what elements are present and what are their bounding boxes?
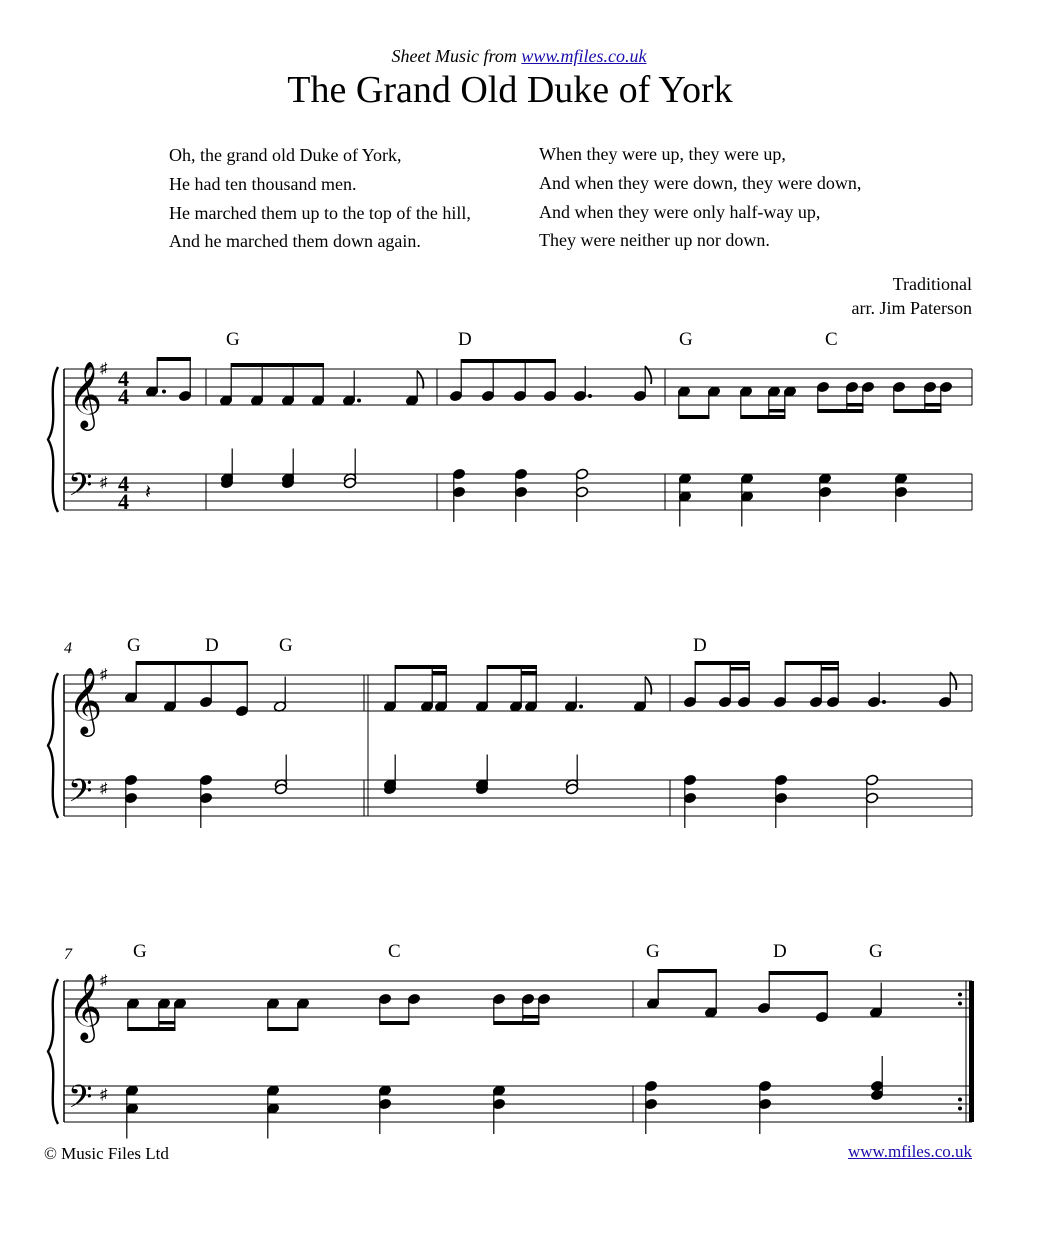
final-thick-line xyxy=(969,981,974,1122)
note-head xyxy=(199,696,212,708)
note-head xyxy=(492,1098,505,1110)
note-head xyxy=(274,779,287,791)
note-head xyxy=(633,390,646,402)
treble-clef-icon: 𝄞 xyxy=(68,973,103,1039)
beam xyxy=(741,415,786,419)
note-head xyxy=(740,491,753,503)
key-signature-sharp-icon: ♯ xyxy=(100,1087,108,1103)
note-head xyxy=(683,696,696,708)
note-head xyxy=(865,792,878,804)
brace xyxy=(48,673,58,818)
brace xyxy=(48,367,58,512)
note-head xyxy=(220,473,233,485)
note-head xyxy=(475,701,488,713)
note-head xyxy=(296,998,309,1010)
note-head xyxy=(758,1098,771,1110)
note-head xyxy=(646,998,659,1010)
note-head xyxy=(826,696,839,708)
chord-symbol: D xyxy=(693,635,707,656)
note-head xyxy=(707,386,720,398)
note-head xyxy=(565,783,578,795)
key-signature-sharp-icon: ♯ xyxy=(100,361,108,377)
note-head xyxy=(274,783,287,795)
beam xyxy=(136,661,248,665)
key-signature-sharp-icon: ♯ xyxy=(100,973,108,989)
note-head xyxy=(125,1103,138,1115)
note-head xyxy=(783,386,796,398)
key-signature-sharp-icon: ♯ xyxy=(100,475,108,491)
note-head xyxy=(173,998,186,1010)
note-head xyxy=(524,701,537,713)
footer-website-link[interactable]: www.mfiles.co.uk xyxy=(847,1142,972,1161)
lyric-line: They were neither up nor down. xyxy=(539,230,770,251)
note-head xyxy=(383,701,396,713)
note-head xyxy=(815,1011,828,1023)
bass-clef-icon: 𝄢 xyxy=(68,1080,93,1123)
repeat-dot xyxy=(958,993,962,997)
quarter-rest-icon: 𝄽 xyxy=(145,481,152,504)
lyric-line: And he marched them down again. xyxy=(169,231,421,252)
note-head xyxy=(235,705,248,717)
note-head xyxy=(157,998,170,1010)
repeat-dot xyxy=(958,1002,962,1006)
source-line xyxy=(0,46,1038,67)
chord-symbol: G xyxy=(679,329,693,350)
lyrics-verse-1 xyxy=(169,141,471,256)
composer: Traditional xyxy=(892,274,972,294)
bass-clef-icon: 𝄢 xyxy=(68,774,93,817)
beam xyxy=(894,409,942,413)
note-head xyxy=(266,998,279,1010)
note-head xyxy=(818,486,831,498)
note-head xyxy=(740,473,753,485)
lyrics-verse-2 xyxy=(539,140,861,255)
flag xyxy=(417,371,423,389)
time-signature-top: 4 xyxy=(118,366,129,391)
note-head xyxy=(543,390,556,402)
beam xyxy=(395,665,447,669)
note-head xyxy=(452,468,465,480)
beam xyxy=(461,359,556,363)
note-head xyxy=(281,477,294,489)
note-head xyxy=(250,395,263,407)
dot xyxy=(882,700,886,704)
chord-symbol: G xyxy=(133,941,147,962)
note-head xyxy=(281,395,294,407)
note-head xyxy=(718,696,731,708)
note-head xyxy=(633,701,646,713)
beam xyxy=(523,1015,540,1019)
chord-symbol: G xyxy=(279,635,293,656)
copyright: © Music Files Ltd xyxy=(44,1144,169,1163)
note-head xyxy=(677,386,690,398)
note-head xyxy=(683,774,696,786)
note-head xyxy=(383,783,396,795)
note-head xyxy=(573,390,586,402)
lyric-line: He marched them up to the top of the hill, xyxy=(169,202,471,223)
note-head xyxy=(939,381,952,393)
bass-clef-icon: 𝄢 xyxy=(68,468,93,511)
flag xyxy=(645,366,651,384)
note-head xyxy=(434,701,447,713)
dot xyxy=(588,394,592,398)
note-head xyxy=(870,1089,883,1101)
note-head xyxy=(492,1085,505,1097)
note-head xyxy=(683,792,696,804)
measure-number: 4 xyxy=(64,640,72,657)
note-head xyxy=(818,473,831,485)
lyric-line: When they were up, they were up, xyxy=(539,144,786,164)
note-head xyxy=(475,783,488,795)
note-head xyxy=(774,774,787,786)
note-head xyxy=(378,993,391,1005)
note-head xyxy=(124,692,137,704)
note-head xyxy=(892,381,905,393)
chord-symbol: D xyxy=(773,941,787,962)
note-head xyxy=(378,1085,391,1097)
chord-symbol: G xyxy=(226,329,240,350)
note-head xyxy=(923,381,936,393)
beam xyxy=(695,661,750,665)
note-head xyxy=(481,390,494,402)
note-head xyxy=(126,998,139,1010)
song-title: The Grand Old Duke of York xyxy=(287,69,733,111)
note-head xyxy=(163,701,176,713)
repeat-dot xyxy=(958,1098,962,1102)
note-head xyxy=(124,792,137,804)
note-head xyxy=(678,491,691,503)
note-head xyxy=(199,774,212,786)
dot xyxy=(579,705,583,709)
note-head xyxy=(521,993,534,1005)
note-head xyxy=(407,993,420,1005)
beam xyxy=(159,1021,176,1025)
note-head xyxy=(514,486,527,498)
key-signature-sharp-icon: ♯ xyxy=(100,667,108,683)
repeat-dot xyxy=(958,1107,962,1111)
note-head xyxy=(220,477,233,489)
note-head xyxy=(420,701,433,713)
beam xyxy=(128,1027,176,1031)
note-head xyxy=(816,381,829,393)
note-head xyxy=(514,468,527,480)
chord-symbol: G xyxy=(869,941,883,962)
note-head xyxy=(378,1098,391,1110)
note-head xyxy=(219,395,232,407)
flag xyxy=(645,677,651,695)
dot xyxy=(357,399,361,403)
note-head xyxy=(509,701,522,713)
arranger: arr. Jim Paterson xyxy=(851,298,972,318)
note-head xyxy=(475,779,488,791)
note-head xyxy=(452,486,465,498)
note-head xyxy=(383,779,396,791)
flag xyxy=(950,672,956,690)
note-head xyxy=(644,1098,657,1110)
note-head xyxy=(565,779,578,791)
note-head xyxy=(342,395,355,407)
chord-symbol: D xyxy=(458,329,472,350)
note-head xyxy=(343,473,356,485)
beam xyxy=(521,671,537,675)
beam xyxy=(847,403,864,407)
note-head xyxy=(861,381,874,393)
note-head xyxy=(281,473,294,485)
time-signature-bottom: 4 xyxy=(118,384,129,409)
beam xyxy=(925,403,942,407)
note-head xyxy=(266,1085,279,1097)
lyric-line: Oh, the grand old Duke of York, xyxy=(169,145,402,165)
source-link[interactable]: www.mfiles.co.uk xyxy=(521,46,647,66)
note-head xyxy=(343,477,356,489)
note-head xyxy=(145,386,158,398)
note-head xyxy=(938,696,951,708)
note-head xyxy=(266,1103,279,1115)
note-head xyxy=(124,774,137,786)
lyric-line: He had ten thousand men. xyxy=(169,173,357,194)
measure-number: 7 xyxy=(64,946,72,963)
note-head xyxy=(125,1085,138,1097)
note-head xyxy=(575,486,588,498)
dot xyxy=(162,390,166,394)
note-head xyxy=(870,1080,883,1092)
key-signature-sharp-icon: ♯ xyxy=(100,781,108,797)
beam xyxy=(785,661,839,665)
beam xyxy=(380,1021,410,1025)
note-head xyxy=(757,1002,770,1014)
time-signature-bottom: 4 xyxy=(118,489,129,514)
note-head xyxy=(773,696,786,708)
note-head xyxy=(199,792,212,804)
lyric-line: And when they were down, they were down, xyxy=(539,172,862,193)
note-head xyxy=(865,774,878,786)
beam xyxy=(679,415,710,419)
beam xyxy=(157,357,191,361)
note-head xyxy=(869,1007,882,1019)
treble-clef-icon: 𝄞 xyxy=(68,667,103,733)
beam xyxy=(818,409,864,413)
treble-clef-icon: 𝄞 xyxy=(68,361,103,427)
beam xyxy=(769,409,786,413)
lyric-line: And when they were only half-way up, xyxy=(539,201,821,222)
note-head xyxy=(845,381,858,393)
credits xyxy=(852,272,972,320)
note-head xyxy=(513,390,526,402)
note-head xyxy=(273,701,286,713)
beam xyxy=(494,1021,540,1025)
note-head xyxy=(678,473,691,485)
beam xyxy=(821,667,839,671)
beam xyxy=(487,665,537,669)
note-head xyxy=(492,993,505,1005)
chord-symbol: D xyxy=(205,635,219,656)
note-head xyxy=(537,993,550,1005)
note-head xyxy=(704,1007,717,1019)
note-head xyxy=(894,473,907,485)
note-head xyxy=(405,395,418,407)
note-head xyxy=(644,1080,657,1092)
note-head xyxy=(739,386,752,398)
beam xyxy=(769,971,828,975)
note-head xyxy=(894,486,907,498)
note-head xyxy=(867,696,880,708)
note-head xyxy=(809,696,822,708)
note-head xyxy=(758,1080,771,1092)
brace xyxy=(48,979,58,1124)
beam xyxy=(432,671,447,675)
note-head xyxy=(449,390,462,402)
note-head xyxy=(767,386,780,398)
note-head xyxy=(311,395,324,407)
note-head xyxy=(178,390,191,402)
chord-symbol: C xyxy=(388,941,401,962)
note-head xyxy=(575,468,588,480)
chord-symbol: G xyxy=(127,635,141,656)
time-signature-top: 4 xyxy=(118,471,129,496)
source-prefix: Sheet Music from xyxy=(391,46,522,66)
beam xyxy=(231,363,324,367)
chord-symbol: G xyxy=(646,941,660,962)
note-head xyxy=(737,696,750,708)
beam xyxy=(730,667,750,671)
note-head xyxy=(564,701,577,713)
beam xyxy=(658,969,717,973)
beam xyxy=(268,1027,299,1031)
chord-symbol: C xyxy=(825,329,838,350)
note-head xyxy=(774,792,787,804)
